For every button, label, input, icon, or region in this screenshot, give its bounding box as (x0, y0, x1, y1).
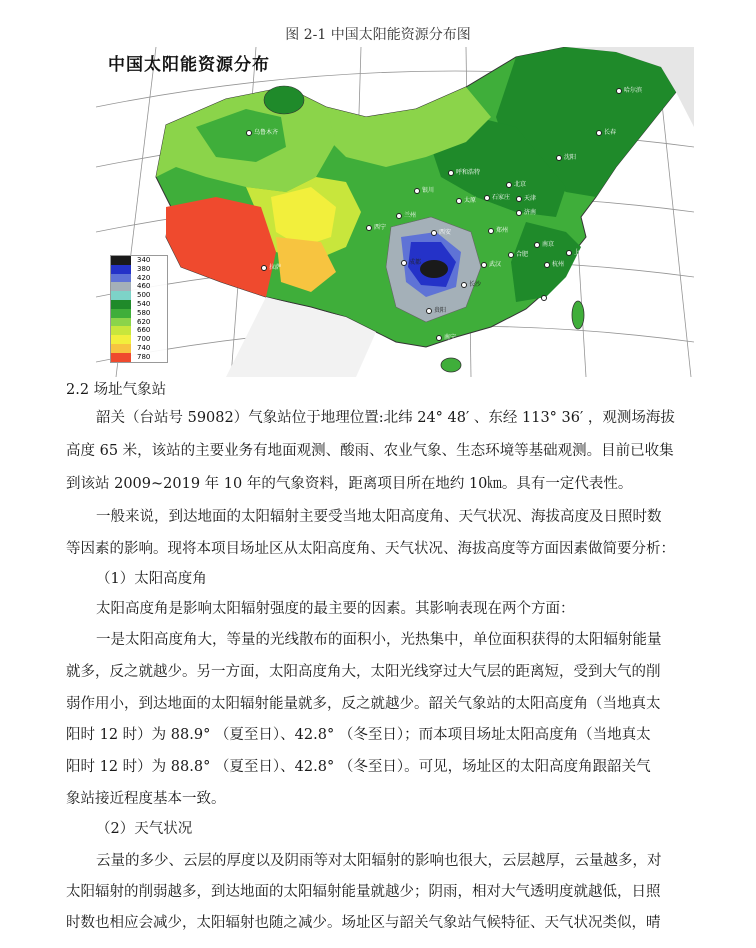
city-label: 南宁 (436, 332, 456, 341)
city-label: 合肥 (508, 249, 528, 258)
map-title: 中国太阳能资源分布 (108, 55, 270, 75)
legend-label: 660 (137, 326, 151, 335)
legend-label: 700 (137, 335, 151, 344)
city-label: 银川 (414, 185, 434, 194)
city-label: 拉萨 (261, 262, 281, 271)
legend-swatch (111, 335, 131, 344)
legend-row (111, 282, 167, 291)
subheading-solar-altitude: （1）太阳高度角 (96, 571, 207, 587)
para1-line2: 高度 65 米，该站的主要业务有地面观测、酸雨、农业气象、生态环境等基础观测。目前已收集 (66, 443, 674, 459)
city-label: 武汉 (481, 259, 501, 268)
china-solar-map (96, 47, 694, 377)
city-label: 成都 (401, 257, 421, 266)
legend-swatch (111, 353, 131, 362)
para4-line4: 阳时 12 时）为 88.9° （夏至日）、42.8° （冬至日）；而本项目场址太阳高度角（当地真太 (66, 727, 651, 743)
para4-line5: 阳时 12 时）为 88.8° （夏至日）、42.8° （冬至日）。可见，场址区的太阳高度角跟韶关气 (66, 759, 651, 775)
figure-caption: 图 2-1 中国太阳能资源分布图 (285, 27, 471, 43)
legend-swatch (111, 344, 131, 353)
legend-row (111, 326, 167, 335)
legend-swatch (111, 282, 131, 291)
legend-swatch (111, 291, 131, 300)
para4-line2: 就多，反之就越少。另一方面，太阳高度角大，太阳光线穿过大气层的距离短，受到大气的削 (66, 664, 661, 680)
legend-swatch (111, 318, 131, 327)
legend-row (111, 335, 167, 344)
para2-line2: 等因素的影响。现将本项目场址区从太阳高度角、天气状况、海拔高度等方面因素做简要分析： (66, 541, 675, 557)
city-label: 北京 (506, 179, 526, 188)
legend-row (111, 344, 167, 353)
legend-label: 580 (137, 308, 151, 317)
para5-line1: 云量的多少、云层的厚度以及阴雨等对太阳辐射的影响也很大，云层越厚，云量越多，对 (96, 853, 662, 869)
para5-line2: 太阳辐射的削弱越多，到达地面的太阳辐射能量就越少；阴雨，相对大气透明度就越低，日照 (66, 884, 661, 900)
legend-label: 540 (137, 299, 151, 308)
para1-line1: 韶关（台站号 59082）气象站位于地理位置:北纬 24° 48′ 、东经 113° 36′ ，观测场海拔 (96, 410, 675, 426)
legend-label: 740 (137, 343, 151, 352)
city-label: 兰州 (396, 210, 416, 219)
city-label: 贵阳 (426, 305, 446, 314)
city-label: 西宁 (366, 222, 386, 231)
legend-row (111, 309, 167, 318)
legend-label: 340 (137, 256, 151, 264)
legend-row (111, 291, 167, 300)
city-label: 沈阳 (556, 152, 576, 161)
para5-line3: 时数也相应会减少，太阳辐射也随之减少。场址区与韶关气象站气候特征、天气状况类似，晴 (66, 915, 661, 931)
legend-label: 380 (137, 264, 151, 273)
legend-swatch (111, 326, 131, 335)
legend-swatch (111, 274, 131, 283)
city-label: 福州 (541, 292, 561, 301)
para4-line1: 一是太阳高度角大，等量的光线散布的面积小，光热集中，单位面积获得的太阳辐射能量 (96, 632, 662, 648)
legend-row (111, 265, 167, 274)
legend-swatch (111, 265, 131, 274)
city-label: 南京 (534, 239, 554, 248)
city-label: 哈尔滨 (616, 85, 642, 94)
legend-row (111, 300, 167, 309)
subheading-weather: （2）天气状况 (96, 821, 193, 837)
legend-label: 780 (137, 352, 151, 361)
city-label: 济南 (516, 207, 536, 216)
legend-row (111, 353, 167, 362)
legend-label: 620 (137, 317, 151, 326)
legend-row (111, 318, 167, 327)
para1-line3: 到该站 2009~2019 年 10 年的气象资料，距离项目所在地约 10㎞。具有一定代表性。 (66, 476, 633, 492)
legend-label: 460 (137, 282, 151, 291)
legend-label: 500 (137, 291, 151, 300)
legend-row (111, 274, 167, 283)
legend-swatch (111, 256, 131, 265)
para4-line3: 弱作用小，到达地面的太阳辐射能量就多，反之就越少。韶关气象站的太阳高度角（当地真太 (66, 696, 661, 712)
legend-row (111, 256, 167, 265)
section-heading: 2.2 场址气象站 (66, 382, 167, 398)
city-label: 乌鲁木齐 (246, 127, 278, 136)
map-legend (110, 255, 168, 363)
para3-line1: 太阳高度角是影响太阳辐射强度的最主要的因素。其影响表现在两个方面： (96, 601, 575, 617)
city-label: 上海 (566, 247, 586, 256)
city-label: 杭州 (544, 259, 564, 268)
city-label: 郑州 (488, 225, 508, 234)
legend-swatch (111, 300, 131, 309)
legend-swatch (111, 309, 131, 318)
city-label: 呼和浩特 (448, 167, 480, 176)
city-label: 西安 (431, 227, 451, 236)
para2-line1: 一般来说，到达地面的太阳辐射主要受当地太阳高度角、天气状况、海拔高度及日照时数 (96, 509, 662, 525)
para4-line6: 象站接近程度基本一致。 (66, 791, 226, 807)
city-label: 太原 (456, 195, 476, 204)
map-graphic (96, 47, 694, 377)
city-label: 石家庄 (484, 192, 510, 201)
city-label: 天津 (516, 193, 536, 202)
city-label: 长沙 (461, 279, 481, 288)
legend-label: 420 (137, 273, 151, 282)
city-label: 长春 (596, 127, 616, 136)
